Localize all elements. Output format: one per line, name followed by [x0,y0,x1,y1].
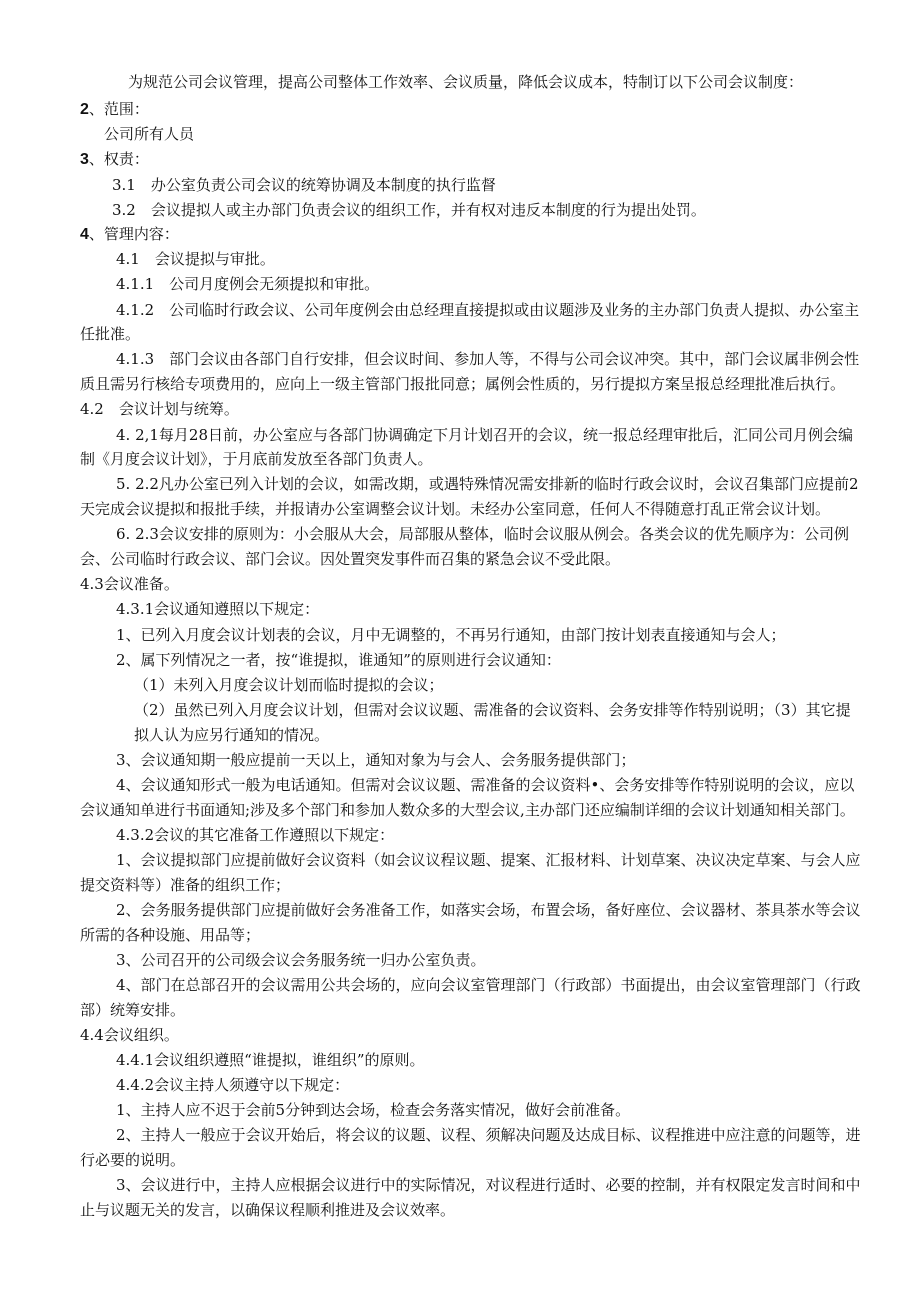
text-line: （1）未列入月度会议计划而临时提拟的会议； [134,676,444,694]
text-line: 4.4会议组织。 [80,1026,179,1044]
text-line: 拟人认为应另行通知的情况。 [134,726,330,744]
text-line: 止与议题无关的发言，以确保议程顺利推进及会议效率。 [80,1201,456,1219]
section-title: 、权责： [88,150,149,168]
section-heading-responsibility [80,150,149,169]
section-title: 、管理内容： [88,225,179,243]
text-line: 2、主持人一般应于会议开始后，将会议的议题、议程、须解决问题及达成目标、议程推进中应注意的问题等，进 [116,1126,861,1144]
text-line: 3.2 会议提拟人或主办部门负责会议的组织工作，并有权对违反本制度的行为提出处罚。 [112,201,706,219]
text-line: 会、公司临时行政会议、部门会议。因处置突发事件而召集的紧急会议不受此限。 [80,550,621,568]
section-title: 、范围： [88,100,149,118]
text-line: 4.4.1会议组织遵照“谁提拟，谁组织”的原则。 [116,1051,425,1069]
text-line: 公司所有人员 [104,125,195,143]
text-line: 4.3.2会议的其它准备工作遵照以下规定： [116,826,395,844]
text-line: 3.1 办公室负责公司会议的统筹协调及本制度的执行监督 [112,176,496,194]
text-line: 4、部门在总部召开的会议需用公共会场的，应向会议室管理部门（行政部）书面提出，由会议室管理部门（行政 [116,976,861,994]
text-line: 3、会议进行中，主持人应根据会议进行中的实际情况，对议程进行适时、必要的控制，并有权限定发言时间和中 [116,1176,861,1194]
text-line: 质且需另行核给专项费用的，应向上一级主管部门报批同意；属例会性质的，另行提拟方案呈报总经理批准后执行。 [80,375,846,393]
section-heading-scope [80,100,149,119]
text-line: 4、会议通知形式一般为电话通知。但需对会议议题、需准备的会议资料•、会务安排等作特别说明的会议，应以 [116,776,855,794]
text-line: （2）虽然已列入月度会议计划，但需对会议议题、需准备的会议资料、会务安排等作特别说明；（3）其它提 [134,701,851,719]
text-line: 部）统筹安排。 [80,1001,186,1019]
text-line: 4.2 会议计划与统筹。 [80,400,239,418]
section-number: 3 [80,151,89,168]
text-line: 4.4.2会议主持人须遵守以下规定： [116,1076,350,1094]
section-number: 2 [80,101,89,118]
text-line: 会议通知单进行书面通知;涉及多个部门和参加人数众多的大型会议,主办部门还应编制详细的会议计划通知相关部门。 [80,801,855,819]
text-line: 2、会务服务提供部门应提前做好会务准备工作，如落实会场，布置会场，备好座位、会议器材、茶具茶水等会议 [116,901,861,919]
text-line: 1、主持人应不迟于会前5分钟到达会场，检查会务落实情况，做好会前准备。 [116,1101,631,1119]
section-heading-content [80,225,179,244]
text-line: 4.1.3 部门会议由各部门自行安排，但会议时间、参加人等，不得与公司会议冲突。其中，部门会议属非例会性 [116,350,860,368]
text-line: 1、已列入月度会议计划表的会议，月中无调整的，不再另行通知，由部门按计划表直接通知与会人； [116,626,786,644]
text-line: 行必要的说明。 [80,1151,186,1169]
text-line: 3、公司召开的公司级会议会务服务统一归办公室负责。 [116,951,486,969]
text-line: 天完成会议提拟和报批手续，并报请办公室调整会议计划。未经办公室同意，任何人不得随意打乱正常会议计划。 [80,500,831,518]
text-line: 4.3会议准备。 [80,575,179,593]
text-line: 1、会议提拟部门应提前做好会议资料（如会议议程议题、提案、汇报材料、计划草案、决议决定草案、与会人应 [116,851,861,869]
text-line: 任批准。 [80,325,141,343]
text-line: 4.1 会议提拟与审批。 [116,250,275,268]
text-line: 5. 2.2凡办公室已列入计划的会议，如需改期，或遇特殊情况需安排新的临时行政会议时，会议召集部门应提前2 [116,475,859,493]
text-line: 所需的各种设施、用品等； [80,926,261,944]
text-line: 4.1.1 公司月度例会无须提拟和审批。 [116,275,380,293]
text-line: 4.1.2 公司临时行政会议、公司年度例会由总经理直接提拟或由议题涉及业务的主办部门负责人提拟、办公室主 [116,301,860,319]
section-number: 4 [80,226,89,243]
intro-paragraph: 为规范公司会议管理，提高公司整体工作效率、会议质量，降低会议成本，特制订以下公司会议制度： [128,73,804,91]
text-line: 6. 2.3会议安排的原则为：小会服从大会，局部服从整体，临时会议服从例会。各类会议的优先顺序为：公司例 [116,525,849,543]
text-line: 4.3.1会议通知遵照以下规定： [116,600,320,618]
text-line: 3、会议通知期一般应提前一天以上，通知对象为与会人、会务服务提供部门； [116,751,636,769]
text-line: 4. 2,1每月28日前，办公室应与各部门协调确定下月计划召开的会议，统一报总经理审批后，汇同公司月例会编 [116,426,854,444]
text-line: 制《月度会议计划》，于月底前发放至各部门负责人。 [80,450,433,468]
text-line: 提交资料等）准备的组织工作； [80,876,291,894]
text-line: 2、属下列情况之一者，按“谁提拟，谁通知”的原则进行会议通知： [116,651,561,669]
